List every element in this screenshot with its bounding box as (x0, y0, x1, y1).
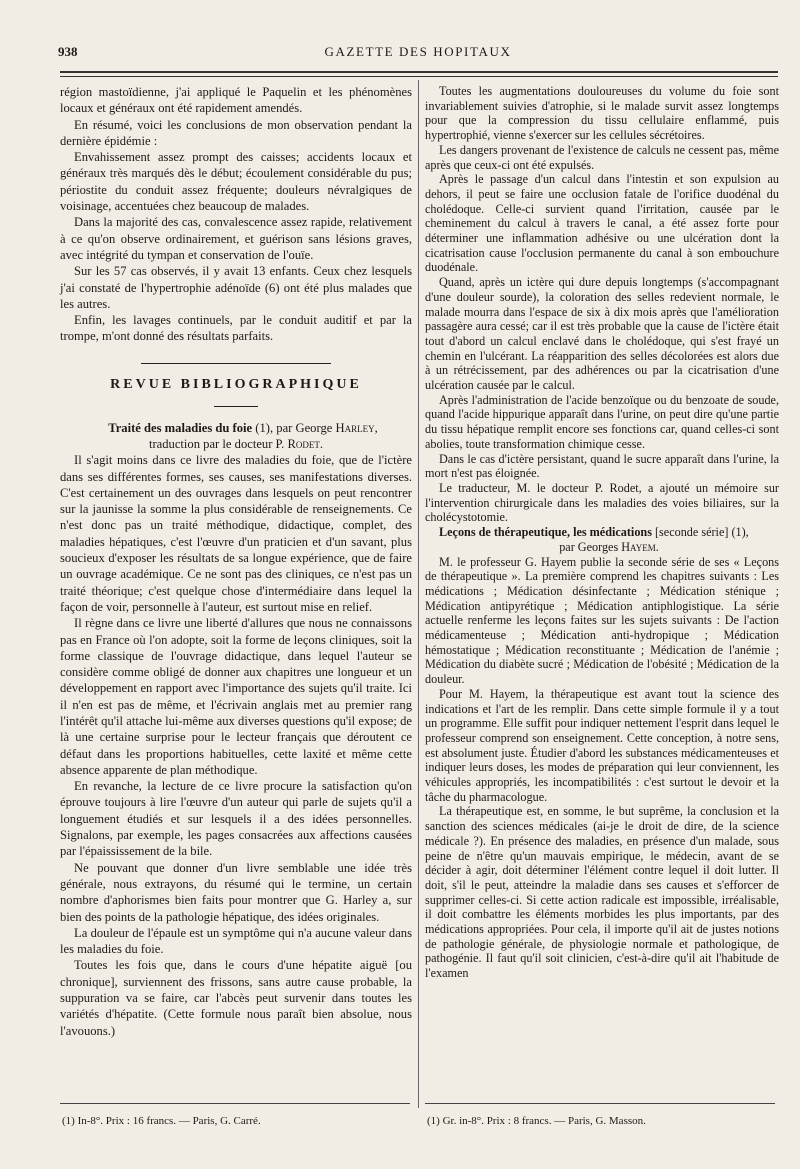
paragraph: Quand, après un ictère qui dure depuis longtemps (s'accompagnant d'une douleur sourde), la coloration des selles redevient normale, le malade mourra dans l'espace de six à dix mois après que l'amélioration passagère aura cessé; car il est très probable que la cause de l'ictère était tout d'abord un calcul enclavé dans le cholédoque, qui s'est frayé un chemin en l'ulcérant. La réapparition des selles décolorées est alors due à un rétrécissement, par des adhérences ou par la cicatrisation d'une ulcération causée par le calcul. (425, 275, 779, 393)
review-title-rest: [seconde série] (1), (651, 525, 749, 540)
review-heading: Traité des maladies du foie (1), par George Harley, traduction par le docteur P. Rodet. (108, 420, 378, 451)
paragraph: Dans la majorité des cas, convalescence assez rapide, relativement à ce qu'on observe ordinairement, et guérison sans lésions graves, avec intégrité du tympan et conservation de l'ouïe. (60, 215, 412, 262)
paragraph: Toutes les fois que, dans le cours d'une hépatite aiguë [ou chronique], surviennent des frissons, sans autre cause probable, la suppuration va se faire, car l'abcès peut survenir dans toutes les variétés d'hépatite. (Cette formule nous paraît bien absolue, nous l'avouons.) (60, 958, 412, 1038)
column-divider (418, 80, 419, 1108)
footnote: (1) Gr. in-8°. Prix : 8 francs. — Paris, G. Masson. (427, 1115, 646, 1127)
paragraph: Ne pouvant que donner d'un livre semblable une idée très générale, nous extrayons, du résumé qui le termine, un certain nombre d'aphorismes bien faits pour montrer que G. Harley a, sur bien des points de la pathologie hépatique, des idées originales. (60, 860, 412, 924)
review-title: Leçons de thérapeutique, les médications (439, 525, 652, 540)
review-by: par Georges (559, 539, 619, 554)
paragraph: En revanche, la lecture de ce livre procure la satisfaction qu'on éprouve toujours à lire l'œuvre d'un auteur qui parle de sujets qu'il a longuement étudiés et sur lesquels il a des idées personnelles. Signalons, par exemple, les pages consacrées aux affections causées par l'épaississement de la bile. (60, 779, 412, 859)
header-rule-thick (60, 71, 778, 73)
paragraph: région mastoïdienne, j'ai appliqué le Paquelin et les phénomènes locaux et généraux ont été rapidement amendés. (60, 85, 412, 116)
paragraph: Sur les 57 cas observés, il y avait 13 enfants. Ceux chez lesquels j'ai constaté de l'hypertrophie adénoïde (6) ont été plus malades que les autres. (60, 264, 412, 311)
page-header (58, 40, 778, 60)
paragraph: La thérapeutique est, en somme, le but suprême, la conclusion et la sanction des sciences médicales (ai-je le droit de dire, de la science médicale ?). En présence des maladies, en présence d'un malade, sous peine de n'être qu'un mauvais empirique, le médecin, avant de se décider à agir, doit déterminer l'élément contre lequel il doit lutter. Il doit, s'il le peut, atteindre la maladie dans ses causes et s'efforcer de supprimer celles-ci. Si cette action radicale est impossible, irréalisable, il doit combattre les éléments morbides les plus importants, par des médications appropriées. Pour cela, il importe qu'il ait de justes notions de pathologie générale, de physiologie normale et pathologique, de pathogénie. Il faut qu'il soit clinicien, c'est-à-dire qu'il ait l'habitude de l'examen (425, 804, 779, 981)
right-column (425, 84, 779, 981)
paragraph: En résumé, voici les conclusions de mon observation pendant la dernière épidémie : (60, 117, 412, 148)
footnote-rule (60, 1103, 410, 1104)
paragraph: Il règne dans ce livre une liberté d'allures que nous ne connaissons pas en France où l'on adopte, soit la forme de leçons cliniques, soit la forme classique de l'ouvrage didactique, dans lequel l'auteur se considère comme obligé de donner aux chapitres une longueur et un développement en rapport avec l'importance des sujets qu'il traite. Ici il n'en est pas de même, et l'écrivain anglais met au premier rang l'intérêt qu'il attache lui-même aux diverses questions qu'il expose; de là une certaine surprise pour le lecteur français que déroutent ce défaut dans les proportions habituelles, cette laxité et même cette absence apparente de plan méthodique. (60, 616, 412, 777)
paragraph: Toutes les augmentations douloureuses du volume du foie sont invariablement suivies d'atrophie, si le malade survit assez longtemps pour que la compression du tissu cellulaire enflammé, puis hypertrophié, vienne s'exercer sur les cellules sécrétoires. (425, 84, 779, 143)
footnote-rule (425, 1103, 775, 1104)
paragraph: Enfin, les lavages continuels, par le conduit auditif et par la trompe, m'ont donné des résultats parfaits. (60, 313, 412, 344)
header-rule-thin (60, 76, 778, 77)
review-translator-line: traduction par le docteur P. (148, 436, 285, 451)
left-column (60, 84, 412, 1039)
paragraph: Dans le cas d'ictère persistant, quand le sucre apparaît dans l'urine, la mort n'est pas éloignée. (425, 451, 779, 481)
paragraph: Après l'administration de l'acide benzoïque ou du benzoate de soude, quand l'acide hippurique apparaît dans l'urine, on peut dire qu'une partie du tissu hépatique remplit encore ses fonctions car, quand celles-ci sont abolies, toute transformation chimique cesse. (425, 392, 779, 451)
paragraph: M. le professeur G. Hayem publie la seconde série de ses « Leçons de thérapeutique ». La première comprend les chapitres suivants : Les médications ; Médication désinfectante ; Médication sténique ; Médication antipyrétique ; Médication antiphlogistique. La série actuelle renferme les leçons faites sur les sujets suivants : De l'action médicamenteuse ; Médication anti-hydropique ; Médication hémostatique ; Médication reconstituante ; Médication de l'anémie ; Médication du diabète sucré ; Médication de l'obésité ; Médication de la douleur. (425, 554, 779, 687)
review-heading: Leçons de thérapeutique, les médications [seconde série] (1), par Georges Hayem. (439, 525, 749, 554)
paragraph: Après le passage d'un calcul dans l'intestin et son expulsion au dehors, il peut se faire une occlusion fatale de l'orifice duodénal du cholédoque. Celle-ci survient quand l'irritation, causée par le cheminement du calcul à travers le canal, a été assez forte pour déterminer une inflammation adhésive ou une ulcération dont la cicatrisation cause l'occlusion permanente du canal à son embouchure duodénale. (425, 172, 779, 275)
review-author: Hayem (621, 539, 656, 554)
review-by: , par George (269, 420, 333, 435)
section-title: REVUE BIBLIOGRAPHIQUE (110, 377, 362, 393)
paragraph: Les dangers provenant de l'existence de calculs ne cessent pas, même après que ceux-ci ont été expulsés. (425, 142, 779, 172)
review-author: Harley (335, 420, 375, 435)
paragraph: Il s'agit moins dans ce livre des maladies du foie, que de l'ictère dans ses différentes formes, ses causes, ses manifestations diverses. C'est certainement un des ouvrages dans lesquels on peut rencontrer sur la jaunisse la somme la plus considérable de renseignements. Ce n'est donc pas un traité méthodique, didactique, complet, des maladies hépatiques, c'est l'œuvre d'un praticien et d'un savant, plus soucieux d'exposer les résultats de sa longue expérience, que de faire un ouvrage académique. Ce ne sont pas des cliniques, ce n'est pas un traité théorique; c'est quelque chose d'intermédiaire dans lequel la façon de voir, personnelle à l'auteur, est surtout mise en relief. (60, 453, 412, 614)
section-separator (60, 355, 412, 371)
paragraph: Le traducteur, M. le docteur P. Rodet, a ajouté un mémoire sur l'intervention chirurgicale dans les maladies des voies biliaires, sur la cholécystotomie. (425, 480, 779, 525)
short-rule (60, 395, 412, 411)
page-number: 938 (58, 44, 78, 59)
running-title: GAZETTE DES HOPITAUX (324, 44, 512, 59)
paragraph: Envahissement assez prompt des caisses; accidents locaux et généraux très marqués dès le début; écoulement considérable du pus; périostite du conduit assez fréquente; douleurs névralgiques de voisinage, accentuées chez beaucoup de malades. (60, 150, 412, 214)
review-translator: Rodet (287, 436, 320, 451)
review-title: Traité des maladies du foie (108, 420, 253, 435)
footnote-mark: (1) (255, 420, 270, 435)
footnote: (1) In-8°. Prix : 16 francs. — Paris, G. Carré. (62, 1115, 261, 1127)
paragraph: La douleur de l'épaule est un symptôme qui n'a aucune valeur dans les maladies du foie. (60, 925, 412, 957)
paragraph: Pour M. Hayem, la thérapeutique est avant tout la science des indications et l'art de les remplir. Dans cette simple formule il y a tout un programme. Elle suffit pour indiquer nettement l'esprit dans lequel le professeur comprend son enseignement. Cette conception, à notre sens, est absolument juste. Étudier d'abord les substances médicamenteuses et indiquer leurs doses, les modes de préparation qui leur conviennent, les véhicules appropriés, les incompatibilités : c'est surtout le devoir et la tâche du pharmacologue. (425, 686, 779, 804)
